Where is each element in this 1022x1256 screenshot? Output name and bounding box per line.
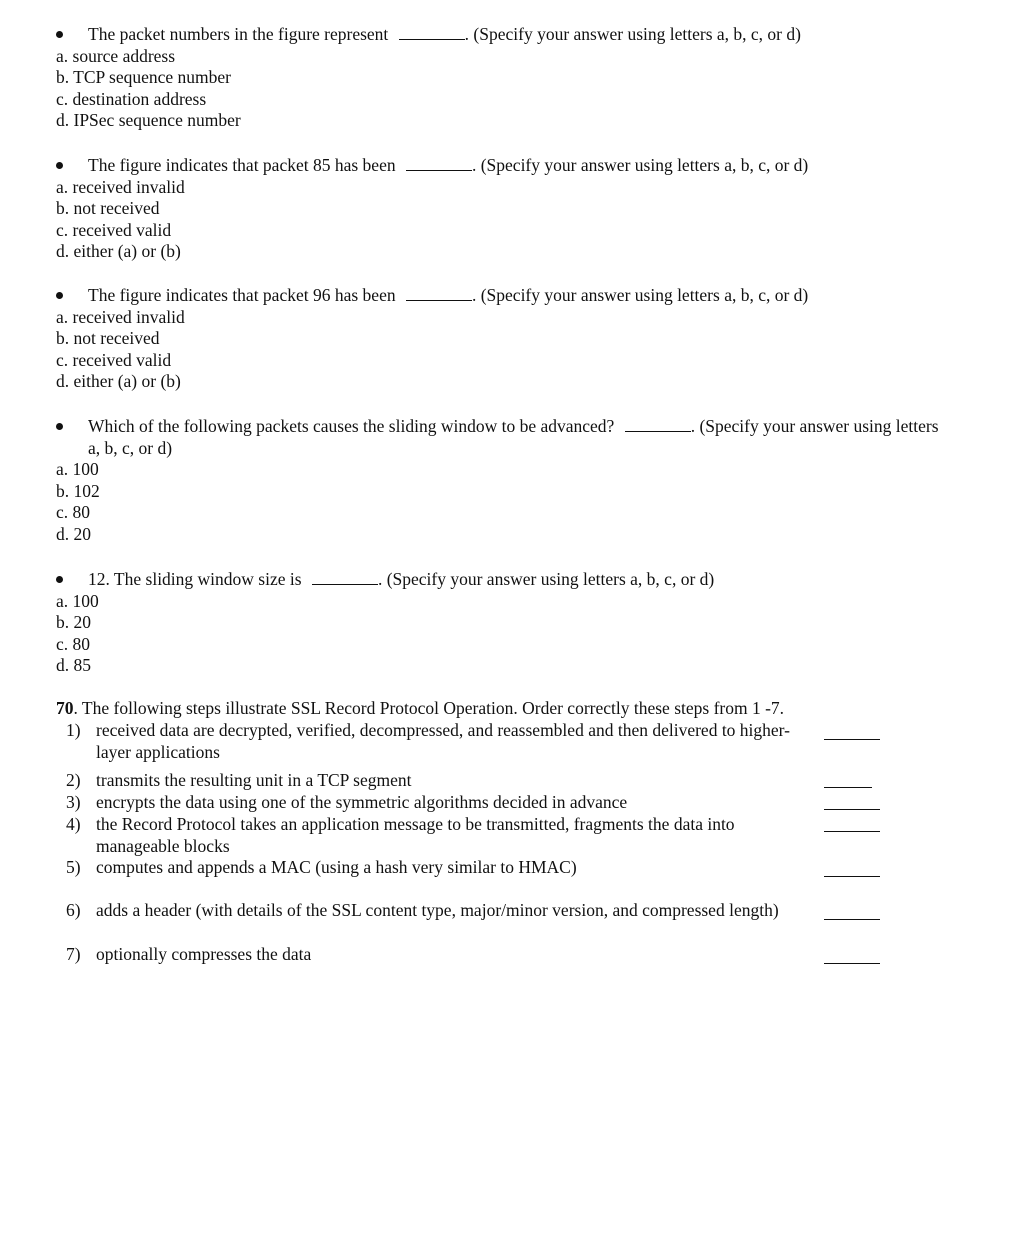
stem-suffix: . (Specify your answer using letters a, b, c, or d)	[471, 155, 809, 175]
option-b: b. 20	[56, 612, 91, 633]
bullet-icon	[56, 576, 63, 583]
question-window-size	[56, 569, 956, 677]
step-text: the Record Protocol takes an application message to be transmitted, fragments the data into manageable blocks	[96, 814, 735, 856]
order-blank[interactable]	[824, 772, 872, 788]
bullet-icon	[56, 292, 63, 299]
question-packet-96	[56, 285, 956, 393]
option-d: d. 85	[56, 655, 91, 676]
answer-blank[interactable]	[406, 285, 472, 301]
order-blank[interactable]	[824, 794, 880, 810]
answer-blank[interactable]	[312, 569, 378, 585]
stem-text: The figure indicates that packet 85 has been	[88, 155, 396, 175]
step-text: encrypts the data using one of the symmetric algorithms decided in advance	[96, 792, 628, 812]
stem-text: Which of the following packets causes the sliding window to be advanced?	[88, 416, 615, 436]
option-a: a. 100	[56, 459, 99, 480]
stem-suffix: . (Specify your answer using letters a, b, c, or d)	[88, 416, 939, 458]
order-blank[interactable]	[824, 816, 880, 832]
stem-text: 12. The sliding window size is	[88, 569, 302, 589]
option-c: c. 80	[56, 633, 91, 654]
option-a: a. received invalid	[56, 176, 185, 197]
step-text: received data are decrypted, verified, decompressed, and reassembled and then delivered to higher-layer applications	[96, 720, 790, 762]
question-packet-numbers	[56, 24, 956, 132]
bullet-icon	[56, 162, 63, 169]
option-b: b. not received	[56, 328, 160, 349]
question-stem	[56, 569, 956, 591]
question-packet-85	[56, 155, 956, 263]
order-blank[interactable]	[824, 904, 880, 920]
option-d: d. either (a) or (b)	[56, 371, 181, 392]
step-number: 7)	[66, 944, 81, 964]
option-d: d. 20	[56, 523, 91, 544]
option-c: c. destination address	[56, 88, 207, 109]
step-text: computes and appends a MAC (using a hash very similar to HMAC)	[96, 857, 577, 877]
option-c: c. 80	[56, 502, 91, 523]
step-number: 2)	[66, 770, 81, 790]
option-d: d. IPSec sequence number	[56, 110, 241, 131]
step-number: 4)	[66, 814, 81, 834]
question-intro: . The following steps illustrate SSL Record Protocol Operation. Order correctly these steps from 1 -7.	[73, 698, 785, 718]
question-number: 70	[56, 698, 74, 718]
answer-blank[interactable]	[399, 24, 465, 40]
bullet-icon	[56, 423, 63, 430]
option-a: a. received invalid	[56, 306, 185, 327]
option-c: c. received valid	[56, 349, 172, 370]
option-d: d. either (a) or (b)	[56, 241, 181, 262]
order-blank[interactable]	[824, 724, 880, 740]
bullet-icon	[56, 31, 63, 38]
option-b: b. 102	[56, 480, 100, 501]
stem-text: The packet numbers in the figure represent	[88, 24, 389, 44]
step-number: 1)	[66, 720, 81, 740]
option-a: a. source address	[56, 45, 176, 66]
option-c: c. received valid	[56, 219, 172, 240]
question-stem	[56, 24, 956, 46]
option-b: b. not received	[56, 198, 160, 219]
stem-suffix: . (Specify your answer using letters a, b, c, or d)	[464, 24, 801, 44]
stem-suffix: . (Specify your answer using letters a, b, c, or d)	[377, 569, 715, 589]
step-number: 5)	[66, 857, 81, 877]
question-stem	[56, 285, 956, 307]
order-blank[interactable]	[824, 861, 880, 877]
answer-blank[interactable]	[625, 416, 691, 432]
option-a: a. 100	[56, 590, 99, 611]
step-text: transmits the resulting unit in a TCP segment	[96, 770, 412, 790]
step-text: adds a header (with details of the SSL content type, major/minor version, and compressed length)	[96, 900, 779, 920]
answer-blank[interactable]	[406, 155, 472, 171]
step-number: 6)	[66, 900, 81, 920]
stem-text: The figure indicates that packet 96 has been	[88, 285, 396, 305]
question-70-intro	[56, 698, 896, 720]
order-blank[interactable]	[824, 948, 880, 964]
option-b: b. TCP sequence number	[56, 67, 231, 88]
step-text: optionally compresses the data	[96, 944, 312, 964]
question-stem	[56, 155, 956, 177]
stem-suffix: . (Specify your answer using letters a, b, c, or d)	[471, 285, 809, 305]
question-stem	[56, 416, 946, 459]
step-number: 3)	[66, 792, 81, 812]
question-window-advance	[56, 416, 946, 546]
